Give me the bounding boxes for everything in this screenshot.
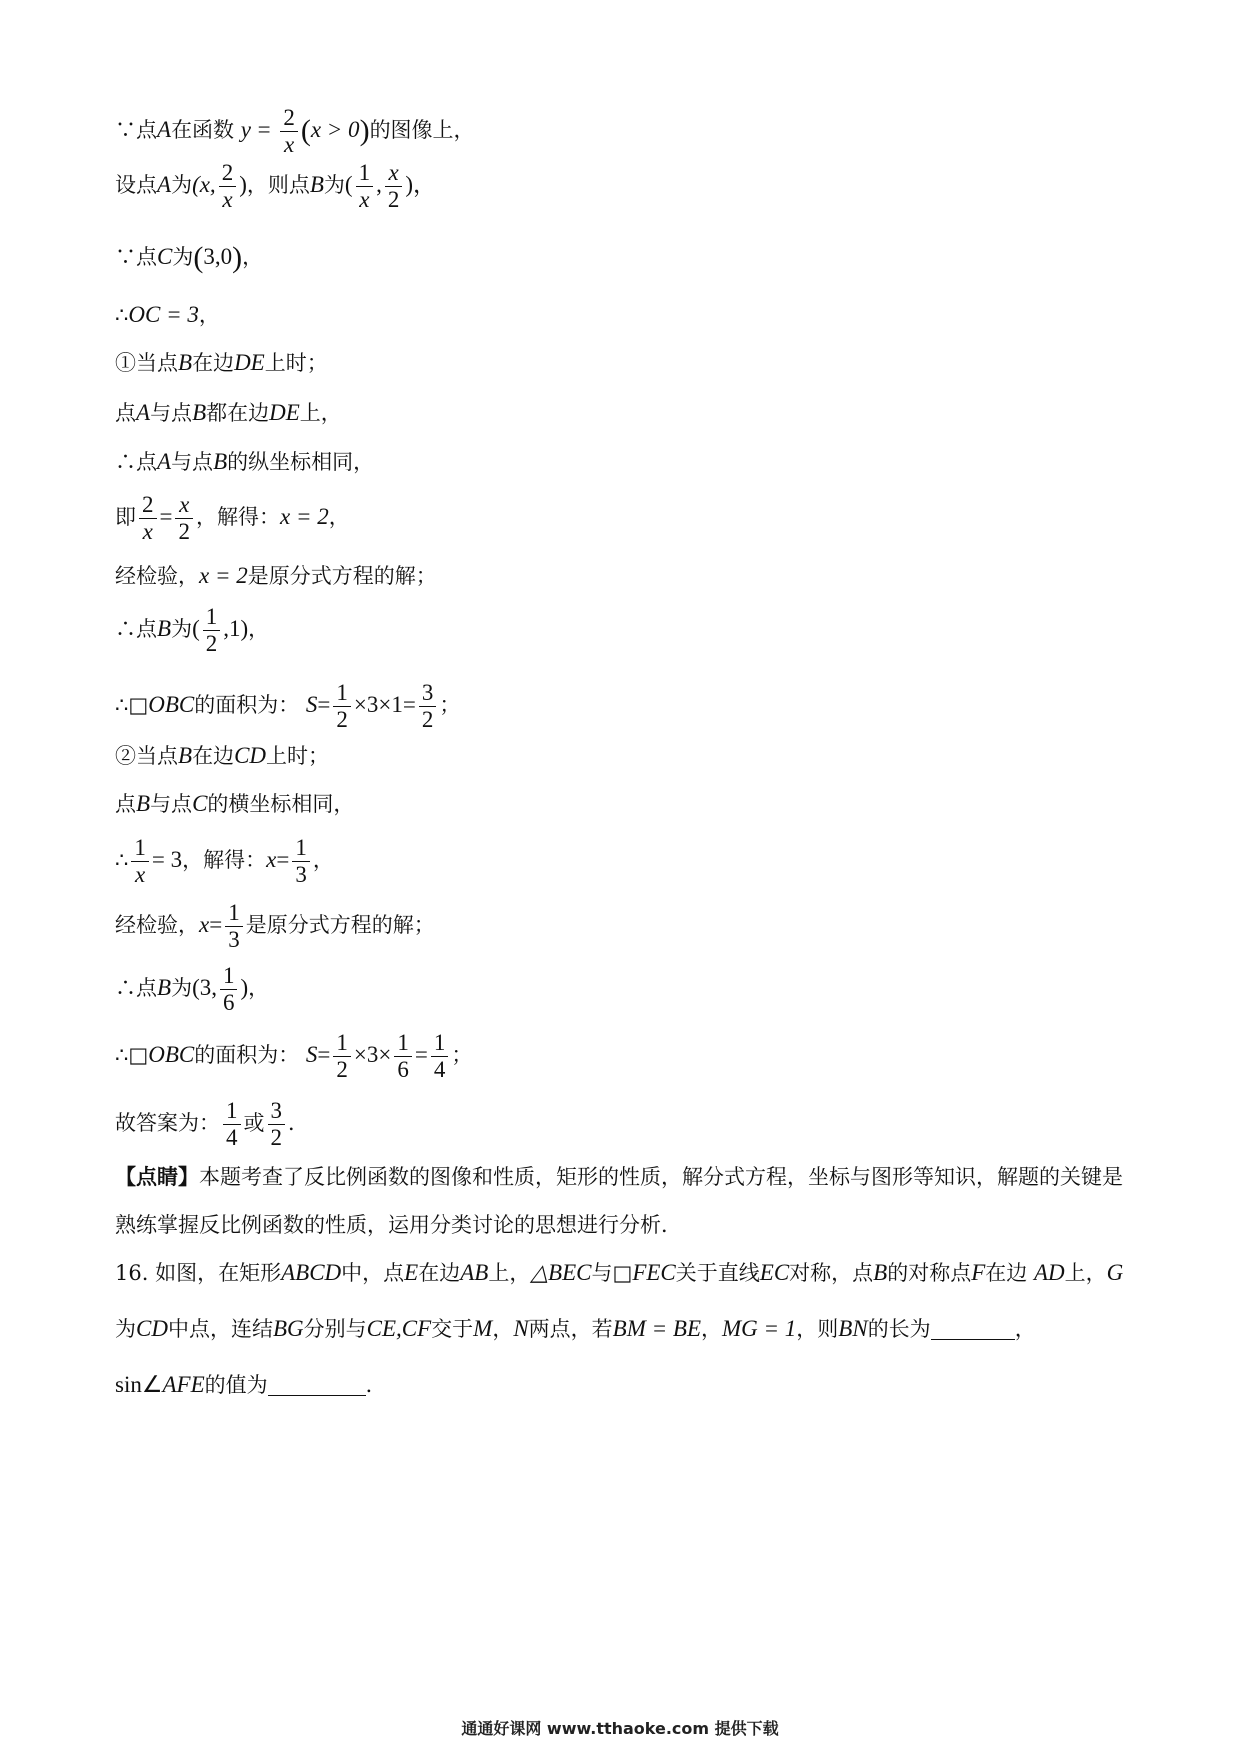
solution-line-8 xyxy=(115,492,350,545)
text: ， xyxy=(248,617,270,641)
solution-line-16 xyxy=(115,963,269,1016)
math-var: E xyxy=(404,1260,419,1285)
footer-watermark: 通通好课网 www.tthaoke.com 提供下载 xyxy=(461,1719,779,1738)
math-var: OBC xyxy=(148,1042,195,1067)
math-op: ( xyxy=(192,616,200,641)
final-answer-line xyxy=(115,1098,309,1151)
math-op: = xyxy=(276,847,290,872)
fraction: $\frac{x}{2}$ xyxy=(385,160,403,213)
math-op: = xyxy=(159,504,173,529)
math-op: ,1) xyxy=(223,616,249,641)
triangle-placeholder-glyph: □ xyxy=(128,693,149,717)
math-var: B xyxy=(157,616,172,641)
therefore-symbol: ∴ xyxy=(115,303,129,327)
fraction: $\frac{3}{2}$ xyxy=(419,680,437,733)
text: 分别与 xyxy=(303,1317,367,1341)
math-var: OBC xyxy=(148,692,195,717)
text: 两点，若 xyxy=(528,1317,613,1341)
math-op: ) xyxy=(239,172,247,197)
math-var: CD xyxy=(234,743,267,768)
text: 中，点 xyxy=(341,1261,405,1285)
fraction: $\frac{1}{6}$ xyxy=(394,1030,412,1083)
fraction: $\frac{1}{6}$ xyxy=(220,963,238,1016)
text: 为 xyxy=(171,617,193,641)
math-op: = xyxy=(414,1042,428,1067)
text: ． xyxy=(365,1373,387,1397)
text: 为 xyxy=(323,173,345,197)
text: 如图，在矩形 xyxy=(155,1261,282,1285)
solution-line-3: ∵点C为(3,0)， xyxy=(115,241,264,274)
text: ， xyxy=(492,1317,514,1341)
math-expr: OC = 3 xyxy=(128,302,199,327)
text: ∴点 xyxy=(115,450,157,474)
fraction: $\frac{3}{2}$ xyxy=(268,1098,286,1151)
solution-line-9 xyxy=(115,561,437,591)
math-var: CE,CF xyxy=(366,1316,432,1341)
text: 与点 xyxy=(150,792,193,816)
text: 为 xyxy=(171,976,193,1000)
text: 的纵坐标相同， xyxy=(227,450,375,474)
text: ， xyxy=(312,848,334,872)
fraction: $\frac{1}{3}$ xyxy=(225,900,243,953)
text: ， xyxy=(1014,1317,1036,1341)
text: 在边 xyxy=(985,1261,1028,1285)
fraction: $\frac{2}{x}$ xyxy=(280,105,298,158)
math-var: B xyxy=(309,172,324,197)
math-var: x xyxy=(199,912,210,937)
text: ∴点 xyxy=(115,617,157,641)
math-var: B xyxy=(136,791,151,816)
solution-line-11 xyxy=(115,680,460,733)
fraction: $\frac{1}{4}$ xyxy=(223,1098,241,1151)
math-var: △BEC xyxy=(530,1260,592,1285)
math-var: A xyxy=(157,117,172,142)
math-expr: 3,0 xyxy=(203,244,233,269)
solution-line-4 xyxy=(115,300,220,330)
triangle-placeholder-glyph: □ xyxy=(128,1043,149,1067)
solution-line-6 xyxy=(115,398,342,428)
text: 关于直线 xyxy=(675,1261,760,1285)
text: 经检验， xyxy=(115,564,199,588)
comment-text: 本题考查了反比例函数的图像和性质，矩形的性质，解分式方程，坐标与图形等知识，解题的关键是熟练掌握反比例函数的性质，运用分类讨论的思想进行分析． xyxy=(115,1165,1123,1237)
text: ，解得： xyxy=(182,848,267,872)
therefore-symbol: ∴ xyxy=(115,1043,129,1067)
math-var: DE xyxy=(269,400,300,425)
math-expr: = 3 xyxy=(151,847,183,872)
text: 与点 xyxy=(171,450,214,474)
math-expr: (x, xyxy=(192,172,216,197)
math-var: DE xyxy=(234,350,265,375)
math-var: B xyxy=(213,449,228,474)
math-var: AB xyxy=(460,1260,489,1285)
text: ∴点 xyxy=(115,976,157,1000)
text: ， xyxy=(328,505,350,529)
math-op: (3, xyxy=(192,975,217,1000)
text: 为 xyxy=(171,173,193,197)
text: ，则点 xyxy=(246,173,310,197)
math-var: B xyxy=(178,743,193,768)
math-var: EC xyxy=(759,1260,790,1285)
text: 为 xyxy=(115,1317,136,1341)
fraction: $\frac{1}{2}$ xyxy=(333,680,351,733)
text: ∵点 xyxy=(115,118,157,142)
math-var: B xyxy=(178,350,193,375)
fraction: $\frac{1}{4}$ xyxy=(431,1030,449,1083)
text: 故答案为： xyxy=(115,1111,220,1135)
fraction: $\frac{x}{2}$ xyxy=(175,492,193,545)
text: 中点，连结 xyxy=(167,1317,273,1341)
text: 上时； xyxy=(264,351,328,375)
fraction: $\frac{1}{x}$ xyxy=(356,160,374,213)
math-var: N xyxy=(513,1316,529,1341)
text: ②当点 xyxy=(115,744,178,768)
text: ， xyxy=(248,976,270,1000)
solution-line-14 xyxy=(115,835,334,888)
text: 是原分式方程的解； xyxy=(245,913,435,937)
text: 的对称点 xyxy=(887,1261,972,1285)
text: 都在边 xyxy=(206,401,270,425)
math-var: BN xyxy=(838,1316,868,1341)
text: ； xyxy=(451,1043,473,1067)
math-op: ×3×1= xyxy=(353,692,416,717)
math-var: C xyxy=(157,244,173,269)
math-expr: BM = BE xyxy=(612,1316,701,1341)
text: ； xyxy=(439,693,461,717)
math-var: BG xyxy=(272,1316,304,1341)
text: 设点 xyxy=(115,173,157,197)
math-op: ) xyxy=(240,975,249,1000)
text: 点 xyxy=(115,792,136,816)
text: 在边 xyxy=(418,1261,461,1285)
math-op: ( xyxy=(344,172,353,197)
text: ， xyxy=(198,303,220,327)
solution-line-17 xyxy=(115,1030,472,1083)
math-op: = xyxy=(317,692,331,717)
text: ①当点 xyxy=(115,351,178,375)
answer-blank-1[interactable] xyxy=(931,1317,1015,1340)
text: 在边 xyxy=(192,744,235,768)
problem-16 xyxy=(115,1245,1125,1413)
solution-line-10 xyxy=(115,604,269,657)
solution-line-2 xyxy=(115,160,436,213)
text: 的长为 xyxy=(867,1317,931,1341)
solution-line-7 xyxy=(115,447,374,477)
math-var: B xyxy=(157,975,172,1000)
solution-line-1: ∵点A在函数 y = $\frac{2}{x}$ (x > 0)的图像上， xyxy=(115,105,475,157)
math-expr: MG = 1 xyxy=(722,1316,797,1341)
solution-line-13 xyxy=(115,789,354,819)
text: 对称，点 xyxy=(789,1261,874,1285)
text: 即 xyxy=(115,505,136,529)
math-var: AFE xyxy=(162,1372,205,1397)
math-expr: x = 2 xyxy=(199,563,248,588)
math-op: ×3× xyxy=(353,1042,392,1067)
text: 与 xyxy=(591,1261,613,1285)
text: 在函数 xyxy=(171,118,235,142)
text: 交于 xyxy=(431,1317,474,1341)
solution-line-12 xyxy=(115,741,329,771)
math-var: AD xyxy=(1033,1260,1065,1285)
comment-tag: 【点睛】 xyxy=(115,1164,199,1189)
therefore-symbol: ∴ xyxy=(115,848,129,872)
text: ∵点 xyxy=(115,245,157,269)
text: 上， xyxy=(299,401,342,425)
fraction: $\frac{2}{x}$ xyxy=(219,160,237,213)
math-var: F xyxy=(971,1260,986,1285)
math-expr: x = 2 xyxy=(279,504,329,529)
math-var: C xyxy=(192,791,208,816)
math-var: y xyxy=(240,117,251,142)
fraction: $\frac{2}{x}$ xyxy=(139,492,157,545)
math-op: , xyxy=(376,172,382,197)
text: 点 xyxy=(115,401,136,425)
fraction: $\frac{1}{3}$ xyxy=(292,835,310,888)
text: 在边 xyxy=(192,351,235,375)
text: 的值为 xyxy=(204,1373,268,1397)
math-var: B xyxy=(192,400,207,425)
math-var: B xyxy=(873,1260,888,1285)
fraction: $\frac{1}{x}$ xyxy=(131,835,149,888)
fraction: $\frac{1}{2}$ xyxy=(203,604,221,657)
math-var: CD xyxy=(136,1316,168,1341)
math-op: = xyxy=(257,117,271,142)
math-var: A xyxy=(157,449,172,474)
text: 上， xyxy=(488,1261,531,1285)
math-op: )， xyxy=(405,172,437,197)
text: ． xyxy=(288,1111,309,1135)
text: ， xyxy=(701,1317,722,1341)
text: ，解得： xyxy=(195,505,280,529)
text: 的横坐标相同， xyxy=(207,792,355,816)
text: 是原分式方程的解； xyxy=(247,564,437,588)
triangle-placeholder-glyph: □ xyxy=(612,1261,633,1285)
comment-paragraph xyxy=(115,1153,1125,1249)
problem-number: 16. xyxy=(115,1261,149,1285)
answer-blank-2[interactable] xyxy=(268,1373,366,1396)
text: 的面积为： xyxy=(194,693,300,717)
math-var: ABCD xyxy=(281,1260,342,1285)
math-var: A xyxy=(157,172,172,197)
text: 的图像上， xyxy=(369,118,475,142)
text: ， xyxy=(242,245,264,269)
math-var: S xyxy=(305,1042,318,1067)
math-var: M xyxy=(473,1316,493,1341)
text: 经检验， xyxy=(115,913,199,937)
text: 的面积为： xyxy=(194,1043,300,1067)
solution-line-15 xyxy=(115,900,435,953)
solution-line-5 xyxy=(115,348,328,378)
text: 为 xyxy=(172,245,194,269)
math-var: A xyxy=(136,400,151,425)
fraction: $\frac{1}{2}$ xyxy=(333,1030,351,1083)
math-expr: sin∠ xyxy=(115,1372,163,1397)
therefore-symbol: ∴ xyxy=(115,693,129,717)
math-expr: x > 0 xyxy=(310,117,360,142)
text: ，则 xyxy=(796,1317,839,1341)
math-var: G xyxy=(1106,1260,1124,1285)
math-op: = xyxy=(209,912,223,937)
text: 与点 xyxy=(150,401,193,425)
math-var: S xyxy=(305,692,318,717)
math-op: = xyxy=(317,1042,331,1067)
text: 上， xyxy=(1064,1261,1107,1285)
math-var: x xyxy=(266,847,277,872)
math-var: FEC xyxy=(632,1260,676,1285)
text: 上时； xyxy=(266,744,330,768)
text: 或 xyxy=(243,1111,265,1135)
